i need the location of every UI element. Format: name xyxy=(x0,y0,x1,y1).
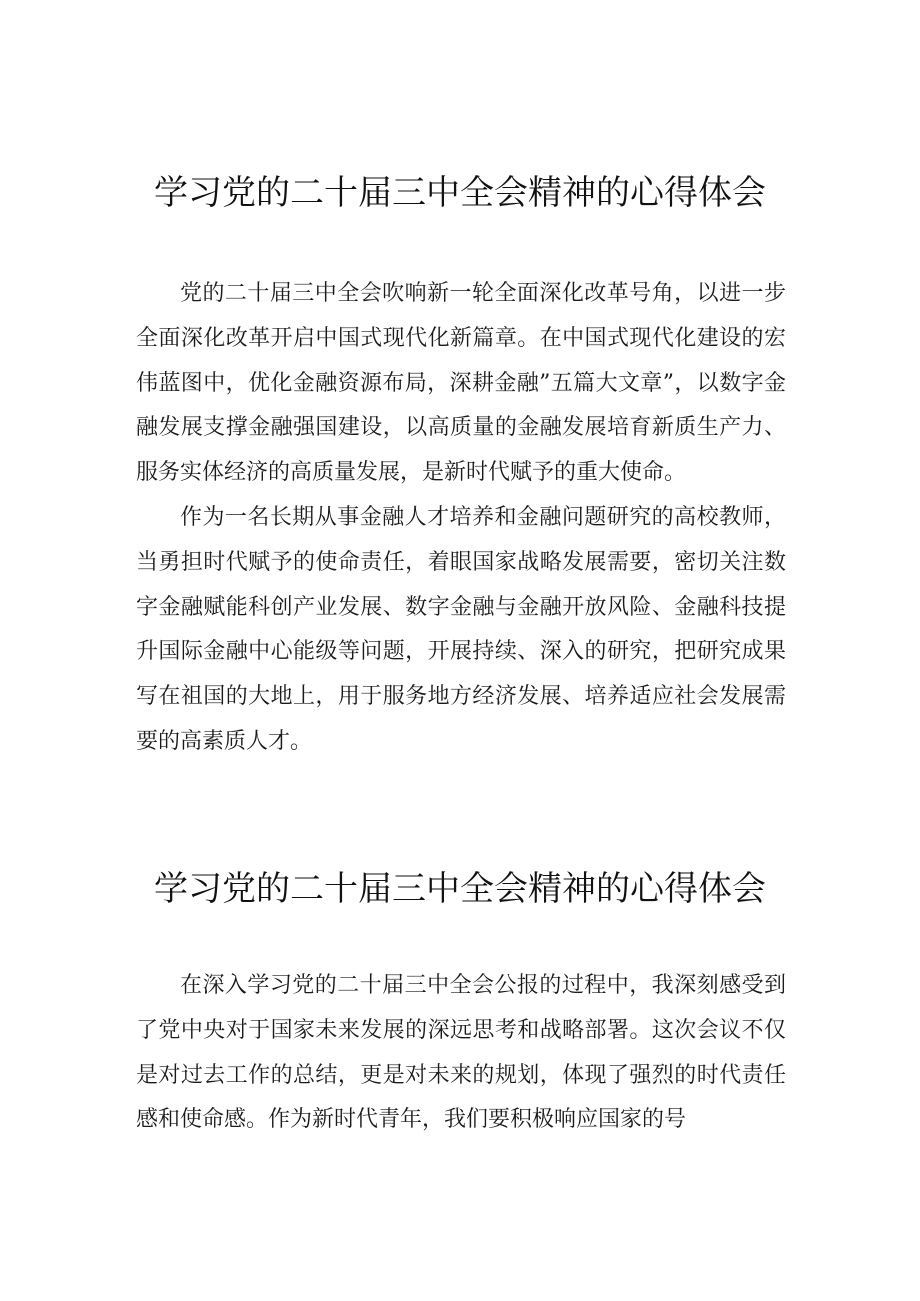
paragraph: 在深入学习党的二十届三中全会公报的过程中，我深刻感受到了党中央对于国家未来发展的深远思考和战略部署。这次会议不仅是对过去工作的总结，更是对未来的规划，体现了强烈的时代责任感和使命感。作为新时代青年，我们要积极响应国家的号 xyxy=(136,973,786,1133)
article-2 xyxy=(0,866,920,1133)
article-title: 学习党的二十届三中全会精神的心得体会 xyxy=(154,869,766,909)
article-body xyxy=(136,272,786,765)
article-title: 学习党的二十届三中全会精神的心得体会 xyxy=(154,173,766,213)
article-1 xyxy=(0,170,920,754)
paragraph: 作为一名长期从事金融人才培养和金融问题研究的高校教师，当勇担时代赋予的使命责任，着眼国家战略发展需要，密切关注数字金融赋能科创产业发展、数字金融与金融开放风险、金融科技提升国际金融中心能级等问题，开展持续、深入的研究，把研究成果写在祖国的大地上，用于服务地方经济发展、培养适应社会发展需要的高素质人才。 xyxy=(136,504,786,754)
paragraph: 党的二十届三中全会吹响新一轮全面深化改革号角，以进一步全面深化改革开启中国式现代化新篇章。在中国式现代化建设的宏伟蓝图中，优化金融资源布局，深耕金融”五篇大文章”，以数字金融发展支撑金融强国建设，以高质量的金融发展培育新质生产力、服务实体经济的高质量发展，是新时代赋予的重大使命。 xyxy=(136,281,786,486)
article-body xyxy=(136,964,786,1143)
